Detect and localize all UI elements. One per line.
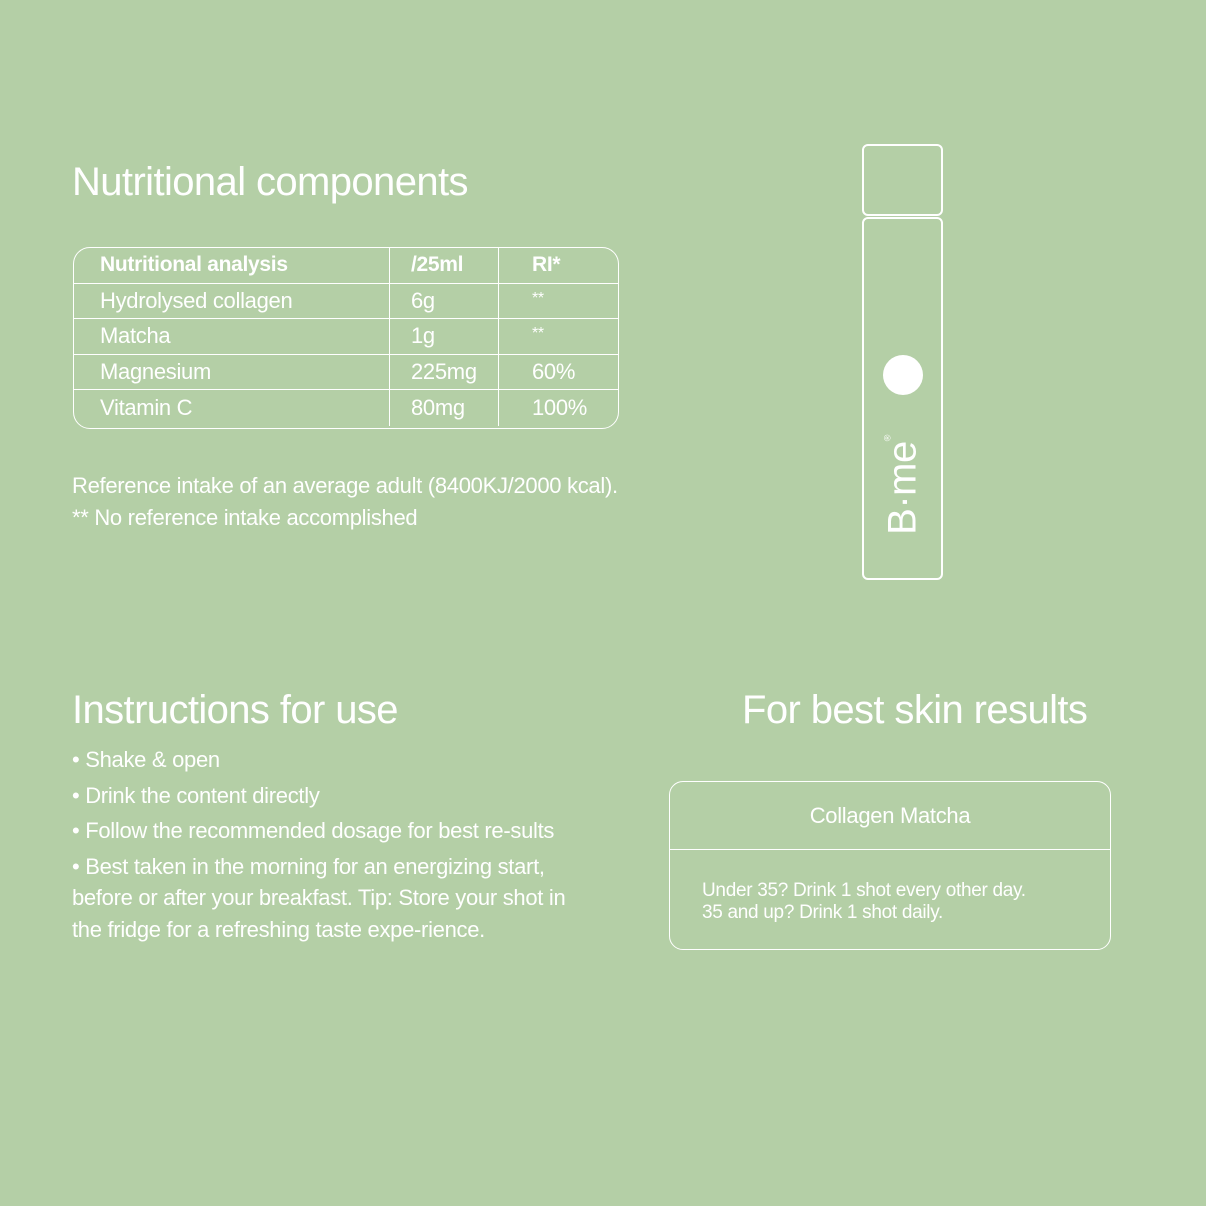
dosage-line: Under 35? Drink 1 shot every other day.	[702, 880, 1026, 901]
brand-name: B·me	[880, 441, 925, 535]
table-row	[74, 284, 618, 320]
table-cell: 60%	[532, 358, 576, 384]
reference-note	[72, 470, 618, 534]
registered-mark: ®	[882, 435, 893, 442]
reference-note-line: Reference intake of an average adult (8400KJ/2000 kcal).	[72, 473, 618, 498]
table-cell: 80mg	[390, 390, 499, 426]
table-cell: Hydrolysed collagen	[74, 284, 390, 319]
list-item: • Shake & open	[72, 747, 220, 772]
list-item: • Drink the content directly	[72, 782, 320, 808]
vial-cap	[862, 144, 943, 216]
table-cell: Magnesium	[74, 355, 390, 390]
vial-dot-icon	[883, 355, 923, 395]
header-cell: /25ml	[390, 248, 499, 283]
card-title: Collagen Matcha	[670, 782, 1110, 850]
instructions-title: Instructions for use	[72, 688, 398, 732]
table-row	[74, 390, 618, 426]
nutritional-title: Nutritional components	[72, 160, 468, 204]
brand-logo	[881, 435, 926, 535]
table-cell: **	[532, 325, 544, 342]
table-header-row	[74, 248, 618, 284]
table-cell: Matcha	[74, 319, 390, 354]
instructions-list	[72, 744, 592, 950]
card-body	[670, 850, 1110, 924]
best-results-card	[669, 781, 1111, 950]
list-item: • Best taken in the morning for an energizing start, before or after your breakfast. Tip: Store your shot in the fridge for a refreshing taste expe-rience.	[72, 853, 566, 942]
table-row	[74, 355, 618, 391]
table-cell: 225mg	[390, 355, 499, 390]
best-results-title: For best skin results	[742, 688, 1088, 732]
table-cell: **	[532, 289, 544, 307]
table-cell: Vitamin C	[74, 390, 390, 426]
table-cell: 100%	[532, 394, 588, 420]
nutrition-table	[73, 247, 619, 429]
table-cell: 1g	[390, 319, 499, 354]
header-cell: RI*	[532, 253, 561, 277]
table-row	[74, 319, 618, 355]
reference-note-line: ** No reference intake accomplished	[72, 505, 418, 530]
list-item: • Follow the recommended dosage for best re-sults	[72, 818, 555, 844]
dosage-line: 35 and up? Drink 1 shot daily.	[702, 902, 943, 923]
header-cell: Nutritional analysis	[74, 248, 390, 283]
table-cell: 6g	[390, 284, 499, 319]
